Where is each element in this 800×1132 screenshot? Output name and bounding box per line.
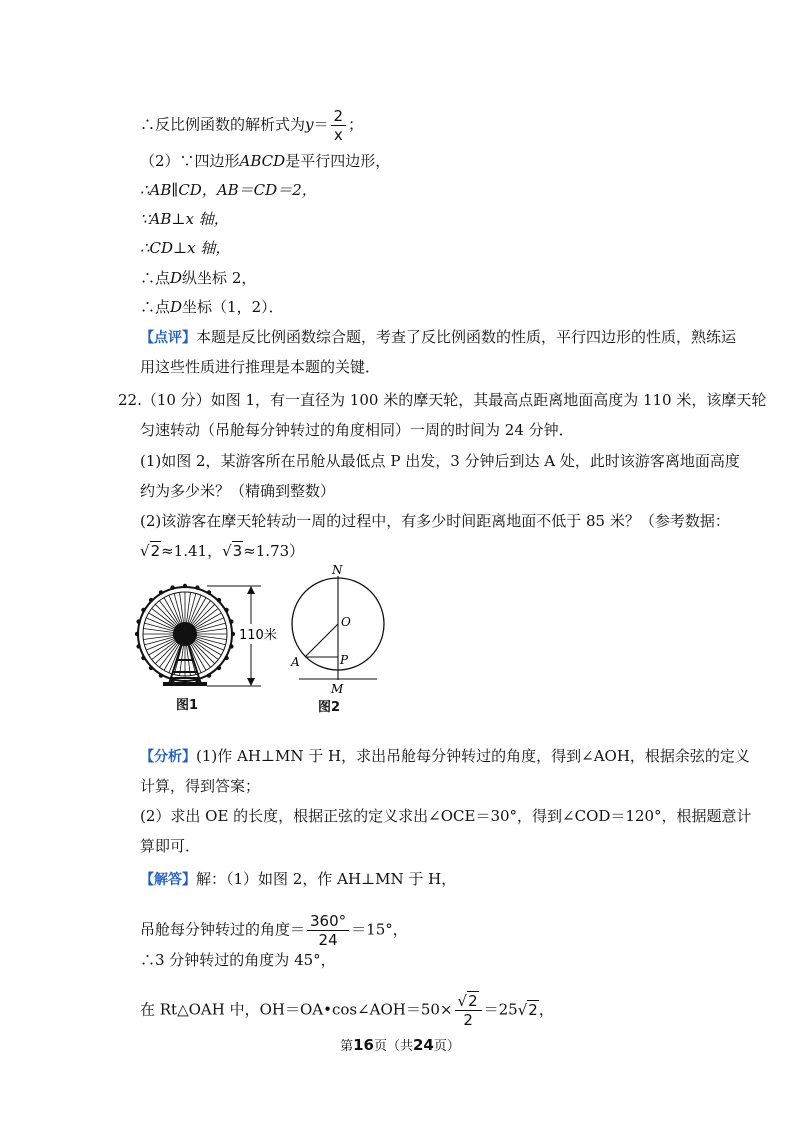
ferris-wheel-figure xyxy=(135,578,295,718)
text-line: ∴3 分钟转过的角度为 45°， xyxy=(140,951,336,969)
text-line: 在 Rt△OAH 中，OH＝OA•cos∠AOH＝50× $\frac{√2}{2}$ ＝25√2， xyxy=(140,992,554,1029)
analysis-tag: 【分析】 xyxy=(140,749,196,765)
point-p-label: P xyxy=(340,653,349,667)
text-line: ∴点D坐标（1，2）． xyxy=(140,298,284,316)
sqrt: √2 xyxy=(517,1000,538,1019)
text-line: ∴CD⊥x 轴， xyxy=(140,239,231,257)
text-line: （2）∵四边形ABCD是平行四边形， xyxy=(140,152,391,170)
fraction: $\frac{2}{x}$ xyxy=(331,107,347,144)
question-title: 22.（10 分）如图 1，有一直径为 100 米的摩天轮，其最高点距离地面高度为 110 米，该摩天轮 xyxy=(118,391,767,409)
point-n-label: N xyxy=(332,563,343,577)
text-line: √2≈1.41，√3≈1.73） xyxy=(140,542,305,560)
text-line: ∴AB∥CD，AB＝CD＝2， xyxy=(140,181,317,199)
fig2-caption: 图2 xyxy=(318,700,341,715)
text-line: (2）求出 OE 的长度，根据正弦的定义求出∠OCE＝30°，得到∠COD＝120°，根据题意计 xyxy=(140,807,752,825)
analysis-line: 【分析】(1)作 AH⊥MN 于 H，求出吊舱每分钟转过的角度，得到∠AOH，根据余弦的定义 xyxy=(140,747,750,765)
text-line: 吊舱每分钟转过的角度＝ $\frac{360^\circ}{24}$ ＝15°， xyxy=(140,912,408,949)
comment-line: 【点评】本题是反比例函数综合题，考查了反比例函数的性质，平行四边形的性质，熟练运 xyxy=(140,328,737,346)
sqrt: √3 xyxy=(222,542,243,560)
height-label: 110米 xyxy=(239,628,277,643)
sqrt: √2 xyxy=(457,992,478,1010)
total-pages: 24 xyxy=(413,1036,434,1054)
text-line: 匀速转动（吊舱每分钟转过的角度相同）一周的时间为 24 分钟． xyxy=(140,421,574,439)
page-footer: 第16页（共24页） xyxy=(340,1036,460,1054)
ferris-wheel-icon xyxy=(135,584,235,686)
text-line: 用这些性质进行推理是本题的关键． xyxy=(140,358,381,376)
text-line: (2)该游客在摩天轮转动一周的过程中，有多少时间距离地面不低于 85 米？（参考数据： xyxy=(140,512,730,530)
comment-tag: 【点评】 xyxy=(140,330,196,346)
circle-diagram xyxy=(285,562,395,702)
text-line: ∴点D纵坐标 2， xyxy=(140,269,257,287)
sqrt: √2 xyxy=(140,542,161,560)
text-line: 算即可． xyxy=(140,837,201,855)
point-a-label: A xyxy=(291,655,300,669)
text-line: 计算，得到答案； xyxy=(140,777,261,795)
text-line: ∴反比例函数的解析式为y＝ $\frac{2}{x}$ ； xyxy=(140,107,364,144)
text-line: ∵AB⊥x 轴， xyxy=(140,210,229,228)
point-o-label: O xyxy=(341,615,351,629)
point-m-label: M xyxy=(331,682,344,696)
fig1-caption: 图1 xyxy=(176,698,199,713)
solution-line: 【解答】解：（1）如图 2，作 AH⊥MN 于 H， xyxy=(140,870,457,888)
fraction: $\frac{√2}{2}$ xyxy=(455,992,482,1029)
fraction: $\frac{360^\circ}{24}$ xyxy=(307,912,349,949)
solution-tag: 【解答】 xyxy=(140,872,196,888)
text-line: 约为多少米？（精确到整数） xyxy=(140,482,336,500)
text-line: (1)如图 2，某游客所在吊舱从最低点 P 出发，3 分钟后到达 A 处，此时该游客离地面高度 xyxy=(140,452,740,470)
page-number: 16 xyxy=(353,1036,374,1054)
